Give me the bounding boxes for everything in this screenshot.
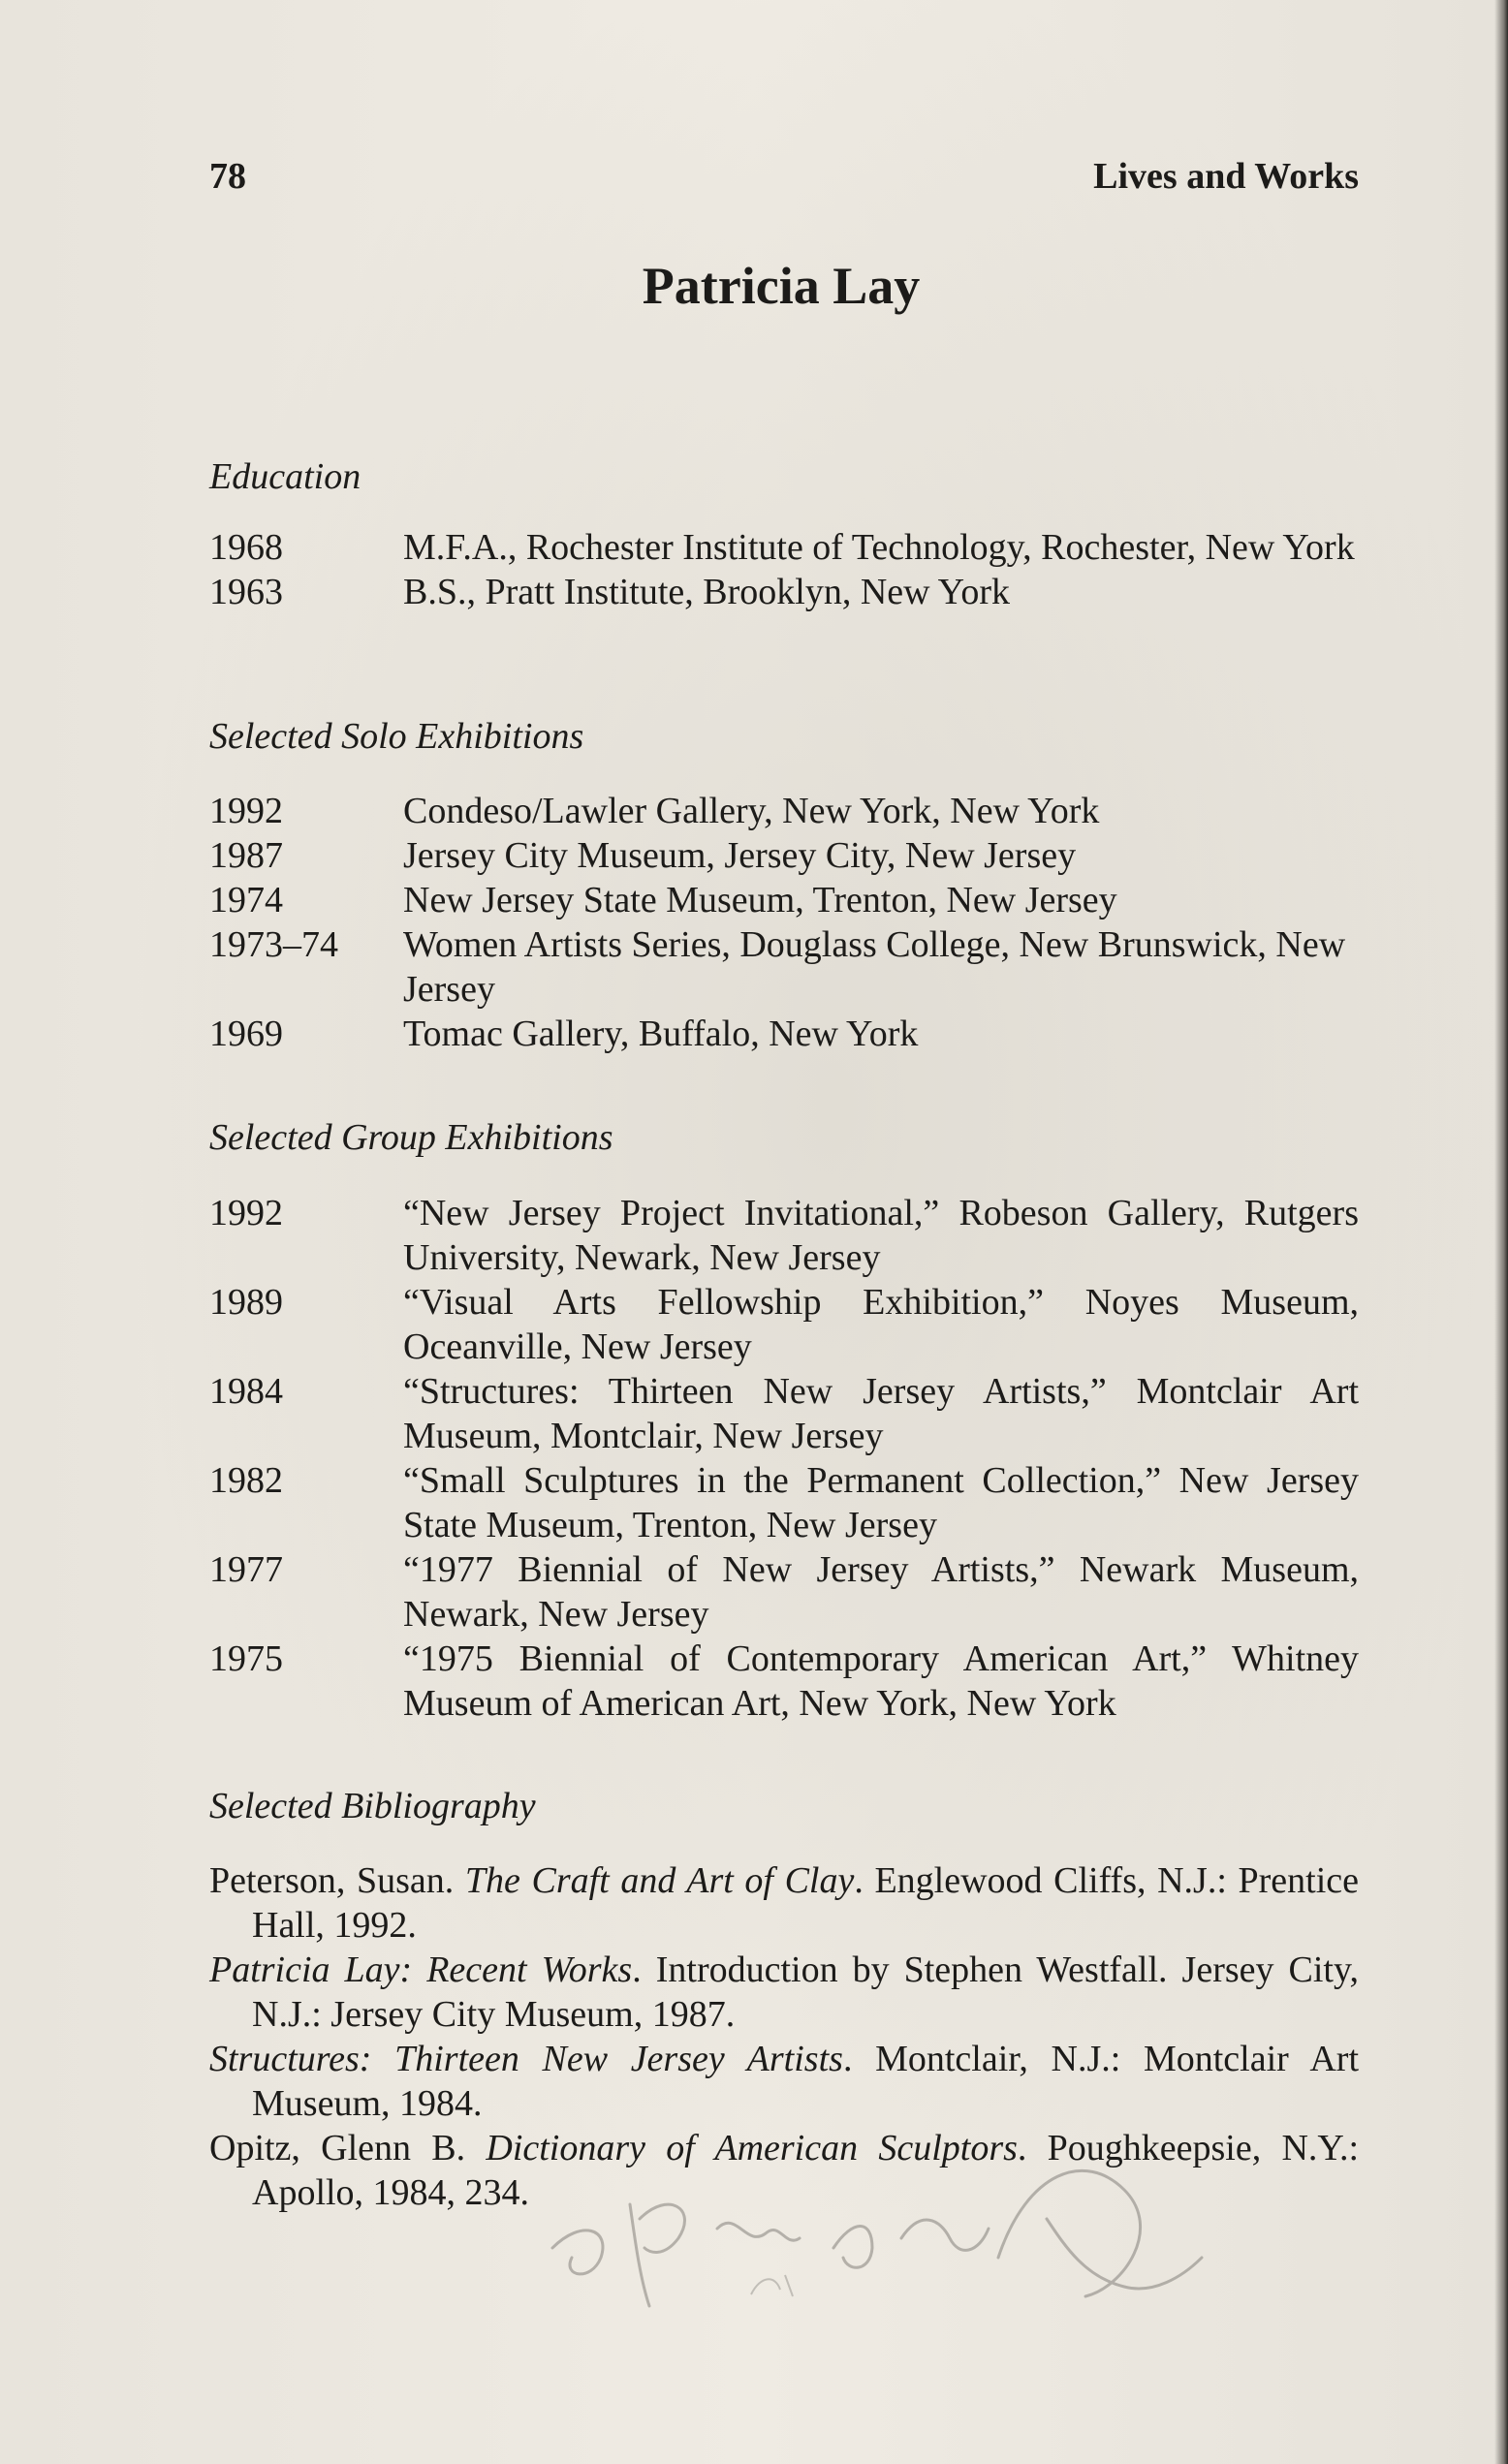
bibliography-item <box>209 1858 1359 1948</box>
list-item <box>209 1369 1359 1458</box>
bib-title: The Craft and Art of Clay <box>464 1860 855 1901</box>
group-exhibitions-list <box>209 1191 1359 1726</box>
entry-year: 1992 <box>209 1193 283 1233</box>
list-item <box>209 878 1359 922</box>
entry-year: 1973–74 <box>209 924 338 965</box>
bib-publication: . Montclair, N.J.: Montclair Art Museum, 1984. <box>252 2039 1359 2124</box>
list-item <box>209 789 1359 833</box>
page-number: 78 <box>209 156 246 197</box>
list-item <box>209 1191 1359 1280</box>
entry-year: 1969 <box>209 1014 283 1054</box>
entry-year: 1963 <box>209 572 283 612</box>
signature-icon <box>543 2112 1221 2364</box>
entry-text: Jersey City Museum, Jersey City, New Jersey <box>403 835 1077 876</box>
entry-year: 1992 <box>209 791 283 831</box>
list-item <box>209 525 1359 570</box>
page-header <box>209 155 1359 198</box>
list-item <box>209 922 1359 1012</box>
bibliography-heading: Selected Bibliography <box>209 1786 536 1826</box>
entry-year: 1968 <box>209 527 283 568</box>
entry-text: Women Artists Series, Douglass College, New Brunswick, New Jersey <box>403 924 1346 1010</box>
entry-text: “1977 Biennial of New Jersey Artists,” Newark Museum, Newark, New Jersey <box>403 1549 1359 1635</box>
entry-year: 1984 <box>209 1371 283 1412</box>
entry-text: M.F.A., Rochester Institute of Technology, Rochester, New York <box>403 527 1355 568</box>
bib-title: Dictionary of American Sculptors <box>486 2128 1018 2168</box>
bib-title: Structures: Thirteen New Jersey Artists <box>209 2039 843 2079</box>
bib-author: Peterson, Susan. <box>209 1860 465 1901</box>
list-item <box>209 1547 1359 1637</box>
bib-publication: . Englewood Cliffs, N.J.: Prentice Hall, 1992. <box>252 1860 1359 1946</box>
entry-year: 1977 <box>209 1549 283 1590</box>
bib-publication: . Introduction by Stephen Westfall. Jersey City, N.J.: Jersey City Museum, 1987. <box>252 1949 1360 2035</box>
bib-author: Opitz, Glenn B. <box>209 2128 487 2168</box>
entry-text: “Structures: Thirteen New Jersey Artists,” Montclair Art Museum, Montclair, New Jersey <box>403 1371 1359 1456</box>
education-list <box>209 525 1359 614</box>
group-exhibitions-heading: Selected Group Exhibitions <box>209 1117 613 1158</box>
education-heading: Education <box>209 456 361 497</box>
entry-text: B.S., Pratt Institute, Brooklyn, New York <box>403 572 1010 612</box>
bibliography-item <box>209 1948 1359 2037</box>
entry-text: Tomac Gallery, Buffalo, New York <box>403 1014 919 1054</box>
list-item <box>209 833 1359 878</box>
list-item <box>209 1280 1359 1369</box>
list-item <box>209 570 1359 614</box>
list-item <box>209 1012 1359 1056</box>
entry-year: 1987 <box>209 835 283 876</box>
entry-text: “New Jersey Project Invitational,” Robeson Gallery, Rutgers University, Newark, New Jersey <box>403 1193 1359 1278</box>
solo-exhibitions-list <box>209 789 1359 1056</box>
entry-year: 1989 <box>209 1282 283 1323</box>
bib-title: Patricia Lay: Recent Works <box>209 1949 633 1990</box>
bib-publication: . Poughkeepsie, N.Y.: Apollo, 1984, 234. <box>252 2128 1360 2213</box>
list-item <box>209 1637 1359 1726</box>
running-title: Lives and Works <box>1093 156 1359 197</box>
entry-text: “Visual Arts Fellowship Exhibition,” Noyes Museum, Oceanville, New Jersey <box>403 1282 1359 1367</box>
page-title: Patricia Lay <box>642 257 921 315</box>
entry-text: “Small Sculptures in the Permanent Collection,” New Jersey State Museum, Trenton, New Jersey <box>403 1460 1359 1545</box>
solo-exhibitions-heading: Selected Solo Exhibitions <box>209 716 584 757</box>
list-item <box>209 1458 1359 1547</box>
entry-text: New Jersey State Museum, Trenton, New Jersey <box>403 880 1117 920</box>
entry-text: “1975 Biennial of Contemporary American Art,” Whitney Museum of American Art, New York, New York <box>403 1638 1359 1724</box>
entry-text: Condeso/Lawler Gallery, New York, New York <box>403 791 1100 831</box>
ink-mark-icon <box>746 2265 804 2304</box>
entry-year: 1982 <box>209 1460 283 1501</box>
entry-year: 1975 <box>209 1638 283 1679</box>
entry-year: 1974 <box>209 880 283 920</box>
page-edge-shadow <box>1494 0 1508 2464</box>
